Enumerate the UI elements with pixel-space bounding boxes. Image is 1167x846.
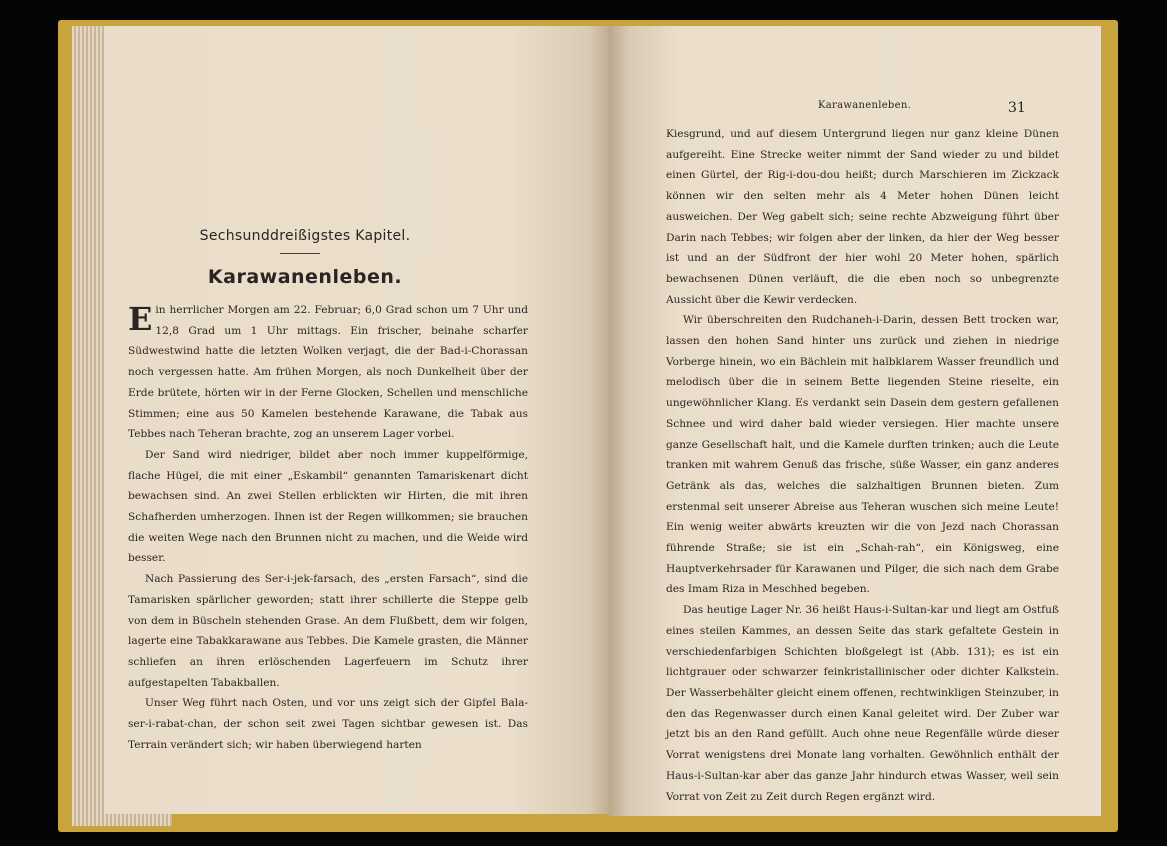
paragraph: [128, 300, 528, 445]
paragraph: Unser Weg führt nach Osten, und vor uns zeigt sich der Gipfel Bala-ser-i-rabat-chan, der schon seit zwei Tagen sichtbar gewesen ist. Das Terrain verändert sich; wir haben überwiegend harten: [128, 697, 528, 751]
paragraph: Der Sand wird niedriger, bildet aber noch immer kuppelförmige, flache Hügel, die mit einer „Eskambil“ genannten Tamariskenart dicht bewachsen sind. An zwei Stellen erblickten wir Hirten, die mit ihren Schafherden umherzogen. Ihnen ist der Regen willkommen; sie brauchen die weiten Wege nach den Brunnen nicht zu machen, und die Weide wird besser.: [128, 448, 528, 565]
paragraph: Nach Passierung des Ser-i-jek-farsach, des „ersten Farsach“, sind die Tamarisken spärlicher geworden; statt ihrer schillerte die Steppe gelb von dem in Büscheln stehenden Grase. An dem Flußbett, dem wir folgen, lagerte eine Tabakkarawane aus Tebbes. Die Kamele grasten, die Männer schliefen an ihren erlöschenden Lagerfeuern im Schutz ihrer aufgestapelten Tabakballen.: [128, 573, 528, 689]
paragraph: Das heutige Lager Nr. 36 heißt Haus-i-Sultan-kar und liegt am Ostfuß eines steilen Kammes, an dessen Seite das stark gefaltete Gestein in verschiedenfarbigen Schichten bloßgelegt ist (Abb. 131); es ist ein lichtgrauer oder schwarzer feinkristallinischer oder dichter Kalkstein. Der Wasserbehälter gleicht einem offenen, rechtwinkligen Steinzuber, in den das Regenwasser durch einen Kanal geleitet wird. Der Zuber war jetzt bis an den Rand gefüllt. Auch ohne neue Regenfälle würde dieser Vorrat wenigstens drei Monate lang vorhalten. Gewöhnlich enthält der Haus-i-Sultan-kar aber das ganze Jahr hindurch etwas Wasser, weil sein Vorrat von Zeit zu Zeit durch Regen ergänzt wird.: [666, 604, 1059, 803]
page-number: 31: [1008, 100, 1026, 116]
chapter-title: Karawanenleben.: [207, 266, 403, 288]
title-divider: [280, 253, 320, 254]
left-page-text: [128, 300, 528, 755]
paragraph-text: in herrlicher Morgen am 22. Februar; 6,0 Grad schon um 7 Uhr und 12,8 Grad um 1 Uhr mittags. Ein frischer, beinahe scharfer Südwestwind hatte die letzten Wolken verjagt, die der Bad-i-Chorassan noch vergessen hatte. Am frühen Morgen, als noch Dunkelheit über der Erde brütete, hörten wir in der Ferne Glocken, Schellen und menschliche Stimmen; eine aus 50 Kamelen bestehende Karawane, die Tabak aus Tebbes nach Teheran brachte, zog an unserem Lager vorbei.: [128, 304, 528, 441]
paragraph: Kiesgrund, und auf diesem Untergrund liegen nur ganz kleine Dünen aufgereiht. Eine Strecke weiter nimmt der Sand wieder zu und bildet einen Gürtel, der Rig-i-dou-dou heißt; durch Marschieren im Zickzack können wir den selten mehr als 4 Meter hohen Dünen leicht ausweichen. Der Weg gabelt sich; seine rechte Abzweigung führt über Darin nach Tebbes; wir folgen aber der linken, da hier der Weg besser ist und an der Südfront der hier wohl 20 Meter hohen, spärlich bewachsenen Dünen verläuft, die die eben noch so unbegrenzte Aussicht über die Kewir verdecken.: [666, 128, 1059, 306]
right-page-text: [666, 124, 1059, 807]
chapter-heading: Sechsunddreißigstes Kapitel.: [199, 228, 411, 244]
paragraph: Wir überschreiten den Rudchaneh-i-Darin, dessen Bett trocken war, lassen den hohen Sand hinter uns zurück und ziehen in niedrige Vorberge hinein, wo ein Bächlein mit halbklarem Wasser freundlich und melodisch über die in seinem Bette liegenden Steine rieselte, ein ungewöhnlicher Klang. Es verdankt sein Dasein dem gestern gefallenen Schnee und wird daher bald wieder versiegen. Hier machte unsere ganze Gesellschaft halt, und die Kamele durften trinken; auch die Leute tranken mit wahrem Genuß das frische, süße Wasser, ein ganz anderes Getränk als das, welches die salzhaltigen Brunnen bieten. Zum erstenmal seit unserer Abreise aus Teheran wuschen sich meine Leute! Ein wenig weiter abwärts kreuzten wir die von Jezd nach Chorassan führende Straße; sie ist ein „Schah-rah“, ein Königsweg, eine Hauptverkehrsader für Karawanen und Pilger, die sich nach dem Grabe des Imam Riza in Meschhed begeben.: [666, 314, 1059, 596]
running-head: Karawanenleben.: [818, 100, 912, 111]
drop-cap: E: [128, 300, 153, 338]
